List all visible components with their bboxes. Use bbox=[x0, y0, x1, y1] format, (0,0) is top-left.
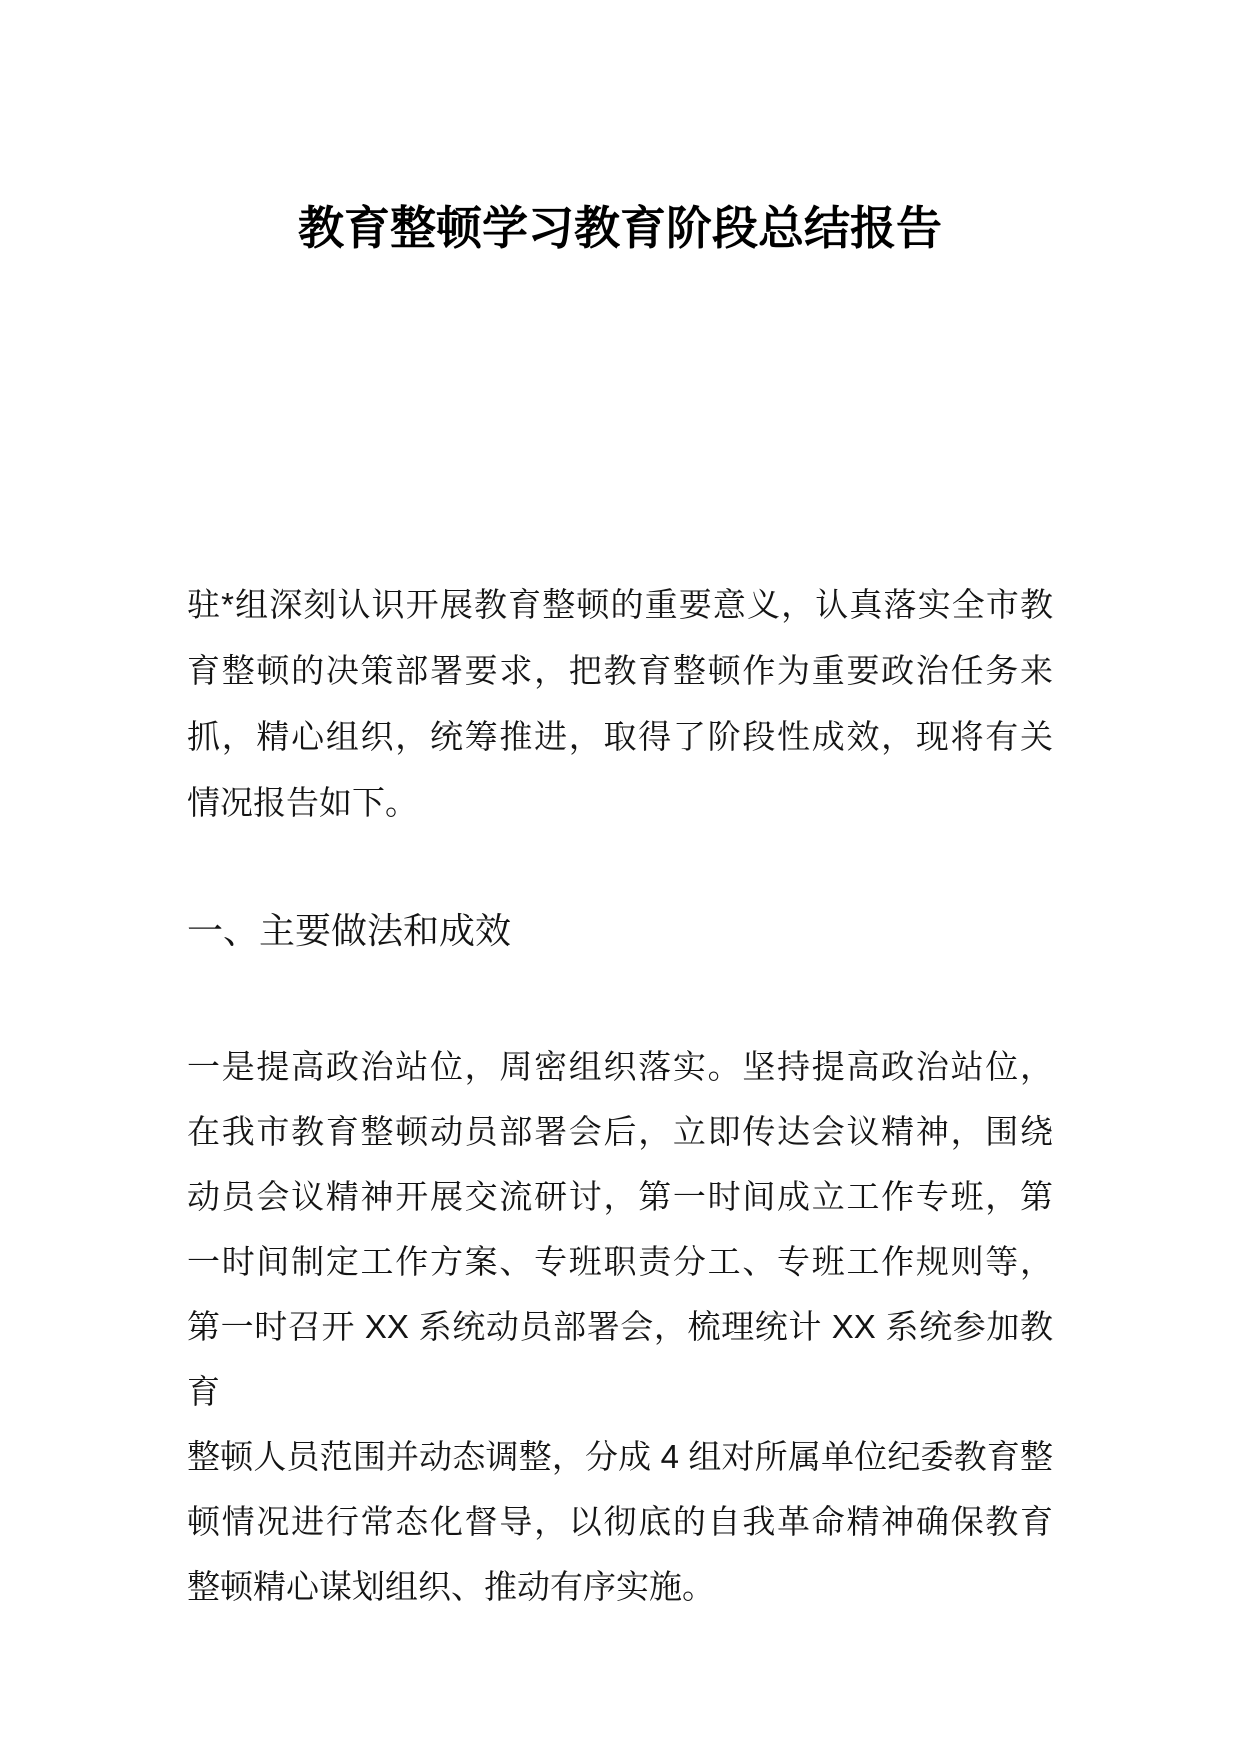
document-title: 教育整顿学习教育阶段总结报告 bbox=[298, 202, 942, 254]
text-line: 整顿人员范围并动态调整，分成 4 组对所属单位纪委教育整 bbox=[187, 1438, 1053, 1475]
intro-paragraph bbox=[187, 572, 1053, 836]
text-line: 情况报告如下。 bbox=[187, 784, 418, 821]
text-line: 一时间制定工作方案、专班职责分工、专班工作规则等， bbox=[187, 1243, 1053, 1280]
document-content-area bbox=[187, 0, 1053, 1619]
text-line: 一是提高政治站位，周密组织落实。坚持提高政治站位， bbox=[187, 1048, 1053, 1085]
text-line: 在我市教育整顿动员部署会后，立即传达会议精神，围绕 bbox=[187, 1113, 1053, 1150]
text-line: 育整顿的决策部署要求，把教育整顿作为重要政治任务来 bbox=[187, 652, 1053, 689]
text-line: 驻*组深刻认识开展教育整顿的重要意义，认真落实全市教 bbox=[187, 586, 1053, 623]
text-line: 动员会议精神开展交流研讨，第一时间成立工作专班，第 bbox=[187, 1178, 1053, 1215]
text-line: 第一时召开 XX 系统动员部署会，梳理统计 XX 系统参加教育 bbox=[187, 1308, 1053, 1410]
text-line: 抓，精心组织，统筹推进，取得了阶段性成效，现将有关 bbox=[187, 718, 1053, 755]
section-heading: 一、主要做法和成效 bbox=[187, 910, 512, 951]
text-line: 顿情况进行常态化督导，以彻底的自我革命精神确保教育 bbox=[187, 1503, 1053, 1540]
text-line: 整顿精心谋划组织、推动有序实施。 bbox=[187, 1568, 715, 1605]
body-paragraph bbox=[187, 1034, 1053, 1619]
